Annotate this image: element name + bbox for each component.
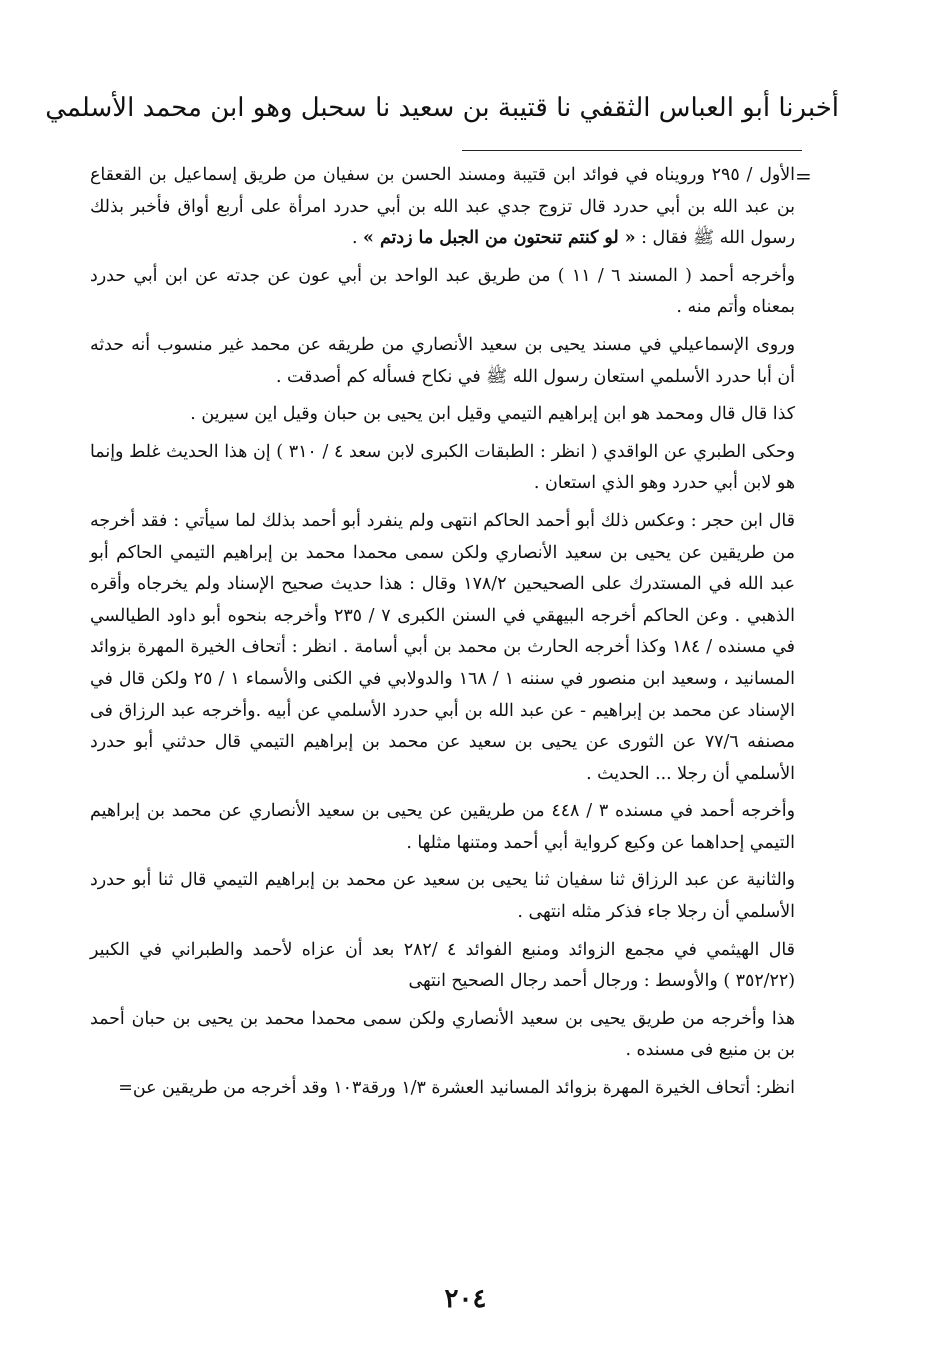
hadith-quote: « لو كنتم تنحتون من الجبل ما زدتم » [363, 228, 636, 249]
footnote-paragraph-1 [90, 160, 795, 255]
footnotes-block [90, 160, 795, 1111]
footnote-1-end: . [351, 228, 364, 249]
main-text-line: أخبرنا أبو العباس الثقفي نا قتيبة بن سعيد نا سحبل وهو ابن محمد الأسلمي [45, 93, 839, 123]
footnote-paragraph-9: قال الهيثمي في مجمع الزوائد ومنبع الفوائد ٤ /٢٨٢ بعد أن عزاه لأحمد والطبراني في الكبير (٣٥٢/٢٢ ) والأوسط : ورجال أحمد رجال الصحيح انتهى [90, 939, 795, 992]
continuation-mark: = [795, 164, 812, 188]
footnote-paragraph-8: والثانية عن عبد الرزاق ثنا سفيان ثنا يحيى بن سعيد عن محمد بن إبراهيم التيمي قال ثنا أبو حدرد الأسلمي أن رجلا جاء فذكر مثله انتهى . [90, 870, 795, 923]
footnote-separator-rule [462, 150, 802, 151]
footnote-paragraph-3: وروى الإسماعيلي في مسند يحيى بن سعيد الأنصاري من طريقه عن محمد غير منسوب أنه حدثه أن أبا حدرد الأسلمي استعان رسول الله ﷺ في نكاح فسأله كم أصدقت . [90, 334, 795, 387]
footnote-paragraph-4: كذا قال قال ومحمد هو ابن إبراهيم التيمي وقيل ابن يحيى بن حبان وقيل اين سيرين . [190, 404, 795, 425]
footnote-paragraph-5: وحكى الطبري عن الواقدي ( انظر : الطبقات الكبرى لابن سعد ٤ / ٣١٠ ) إن هذا الحديث غلط وإنما هو لابن أبي حدرد وهو الذي استعان . [90, 441, 795, 494]
page-number: ٢٠٤ [444, 1284, 487, 1314]
footnote-paragraph-6: قال ابن حجر : وعكس ذلك أبو أحمد الحاكم انتهى ولم ينفرد أبو أحمد بذلك لما سيأتي : فقد أخرجه من طريقين عن يحيى بن سعيد الأنصاري ولكن سمى محمدا محمد بن إبراهيم التيمي الحاكم أبو عبد الله في المستدرك على الصحيحين ١٧٨/٢ وقال : هذا حديث صحيح الإسناد ولم يخرجاه وأقره الذهبي . وعن الحاكم أخرجه البيهقي في السنن الكبرى ٧ / ٢٣٥ وأخرجه بنحوه أبو داود الطيالسي في مسنده / ١٨٤ وكذا أخرجه الحارث بن محمد بن أبي أسامة . انظر : أتحاف الخيرة المهرة بزوائد المسانيد ، وسعيد ابن منصور في سننه ١ / ١٦٨ والدولابي في الكنى والأسماء ١ / ٢٥ ولكن قال في الإسناد عن محمد بن إبراهيم - عن عبد الله بن أبي حدرد الأسلمي عن أبيه .وأخرجه عبد الرزاق فى مصنفه ٧٧/٦ عن الثورى عن يحيى بن سعيد عن محمد بن إبراهيم التيمي قال حدثني أبو حدرد الأسلمي أن رجلا ... الحديث . [90, 510, 796, 784]
footnote-paragraph-10: هذا وأخرجه من طريق يحيى بن سعيد الأنصاري ولكن سمى محمدا محمد بن يحيى بن حبان أحمد بن بن منيع فى مسنده . [90, 1008, 795, 1061]
footnote-paragraph-2: وأخرجه أحمد ( المسند ٦ / ١١ ) من طريق عبد الواحد بن أبي عون عن جدته عن ابن أبي حدرد بمعناه وأتم منه . [90, 265, 795, 318]
footnote-1-text: الأول / ٢٩٥ ورويناه في فوائد ابن قتيبة ومسند الحسن بن سفيان من طريق إسماعيل بن القعقاع بن عبد الله بن أبي حدرد قال تزوج جدي عبد الله بن أبي حدرد امرأة على أربع أواق فأخبر بذلك رسول الله ﷺ فقال : [90, 165, 795, 249]
footnote-paragraph-7: وأخرجه أحمد في مسنده ٣ / ٤٤٨ من طريقين عن يحيى بن سعيد الأنصاري عن محمد بن إبراهيم التيمي إحداهما عن وكيع كرواية أبي أحمد ومتنها مثلها . [90, 801, 795, 853]
footnote-paragraph-11: انظر: أتحاف الخيرة المهرة بزوائد المسانيد العشرة ١/٣ ورقة١٠٣ وقد أخرجه من طريقين عن= [118, 1078, 795, 1099]
